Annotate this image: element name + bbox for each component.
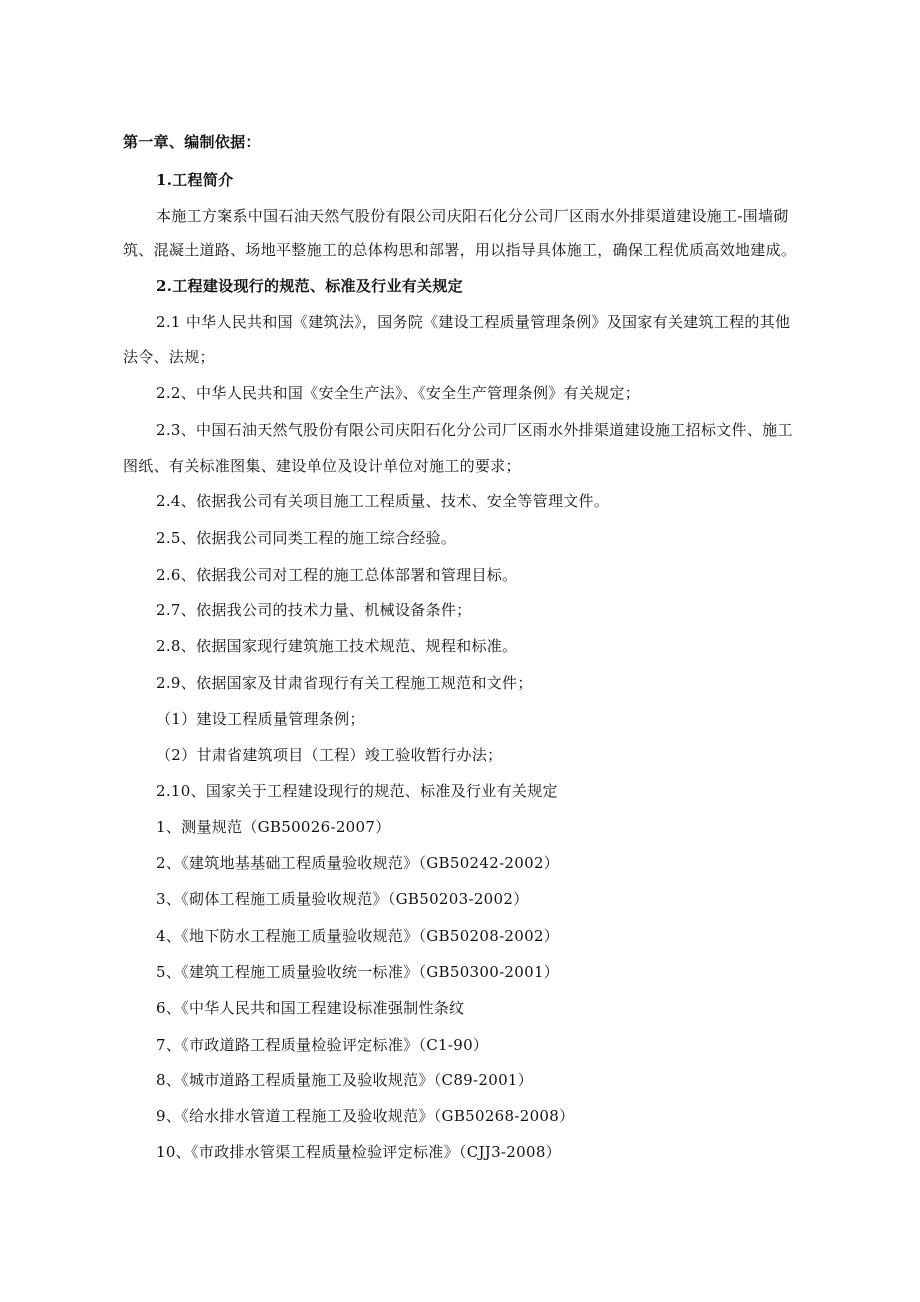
- regulation-item-2-3-line-2: 图纸、有关标准图集、建设单位及设计单位对施工的要求；: [123, 457, 521, 475]
- regulation-item-2-7: 2.7、依据我公司的技术力量、机械设备条件；: [156, 601, 472, 619]
- regulation-item-2-2: 2.2、中华人民共和国《安全生产法》、《安全生产管理条例》有关规定；: [156, 384, 641, 402]
- regulation-item-2-9: 2.9、依据国家及甘肃省现行有关工程施工规范和文件；: [156, 674, 533, 692]
- regulation-item-2-8: 2.8、依据国家现行建筑施工技术规范、规程和标准。: [156, 637, 518, 655]
- section-heading-regulations: 2.工程建设现行的规范、标准及行业有关规定: [156, 277, 463, 295]
- regulation-item-2-10: 2.10、国家关于工程建设现行的规范、标准及行业有关规定: [156, 782, 558, 800]
- chapter-title: 第一章、编制依据：: [123, 133, 261, 151]
- regulation-item-2-1-line-2: 法令、法规；: [123, 348, 215, 366]
- overview-paragraph-line-1: 本施工方案系中国石油天然气股份有限公司庆阳石化分公司厂区雨水外排渠道建设施工-围墙砌: [156, 207, 789, 225]
- regulation-subitem-2: （2）甘肃省建筑项目（工程）竣工验收暂行办法；: [156, 746, 503, 764]
- standard-list-item: 7、《市政道路工程质量检验评定标准》（C1-90）: [156, 1036, 489, 1054]
- regulation-item-2-1-line-1: 2.1 中华人民共和国《建筑法》，国务院《建设工程质量管理条例》及国家有关建筑工程的其他: [156, 313, 791, 331]
- regulation-item-2-5: 2.5、依据我公司同类工程的施工综合经验。: [156, 529, 457, 547]
- standard-list-item: 4、《地下防水工程施工质量验收规范》（GB50208-2002）: [156, 927, 560, 945]
- standard-list-item: 6、《中华人民共和国工程建设标准强制性条纹: [156, 999, 465, 1017]
- section-heading-project-overview: 1.工程简介: [156, 171, 234, 189]
- standard-list-item: 5、《建筑工程施工质量验收统一标准》（GB50300-2001）: [156, 963, 560, 981]
- overview-paragraph-line-2: 筑、混凝土道路、场地平整施工的总体构思和部署，用以指导具体施工，确保工程优质高效地建成。: [123, 241, 797, 259]
- standard-list-item: 3、《砌体工程施工质量验收规范》（GB50203-2002）: [156, 890, 529, 908]
- standard-list-item: 10、《市政排水管渠工程质量检验评定标准》（CJJ3-2008）: [156, 1143, 561, 1161]
- standard-list-item: 2、《建筑地基基础工程质量验收规范》（GB50242-2002）: [156, 854, 560, 872]
- standard-list-item: 8、《城市道路工程质量施工及验收规范》（C89-2001）: [156, 1071, 534, 1089]
- regulation-item-2-6: 2.6、依据我公司对工程的施工总体部署和管理目标。: [156, 566, 518, 584]
- regulation-subitem-1: （1）建设工程质量管理条例；: [156, 710, 365, 728]
- regulation-item-2-3-line-1: 2.3、中国石油天然气股份有限公司庆阳石化分公司厂区雨水外排渠道建设施工招标文件、施工: [156, 421, 793, 439]
- standard-list-item: 9、《给水排水管道工程施工及验收规范》（GB50268-2008）: [156, 1107, 575, 1125]
- regulation-item-2-4: 2.4、依据我公司有关项目施工工程质量、技术、安全等管理文件。: [156, 492, 610, 510]
- standard-list-item: 1、测量规范（GB50026-2007）: [156, 818, 391, 836]
